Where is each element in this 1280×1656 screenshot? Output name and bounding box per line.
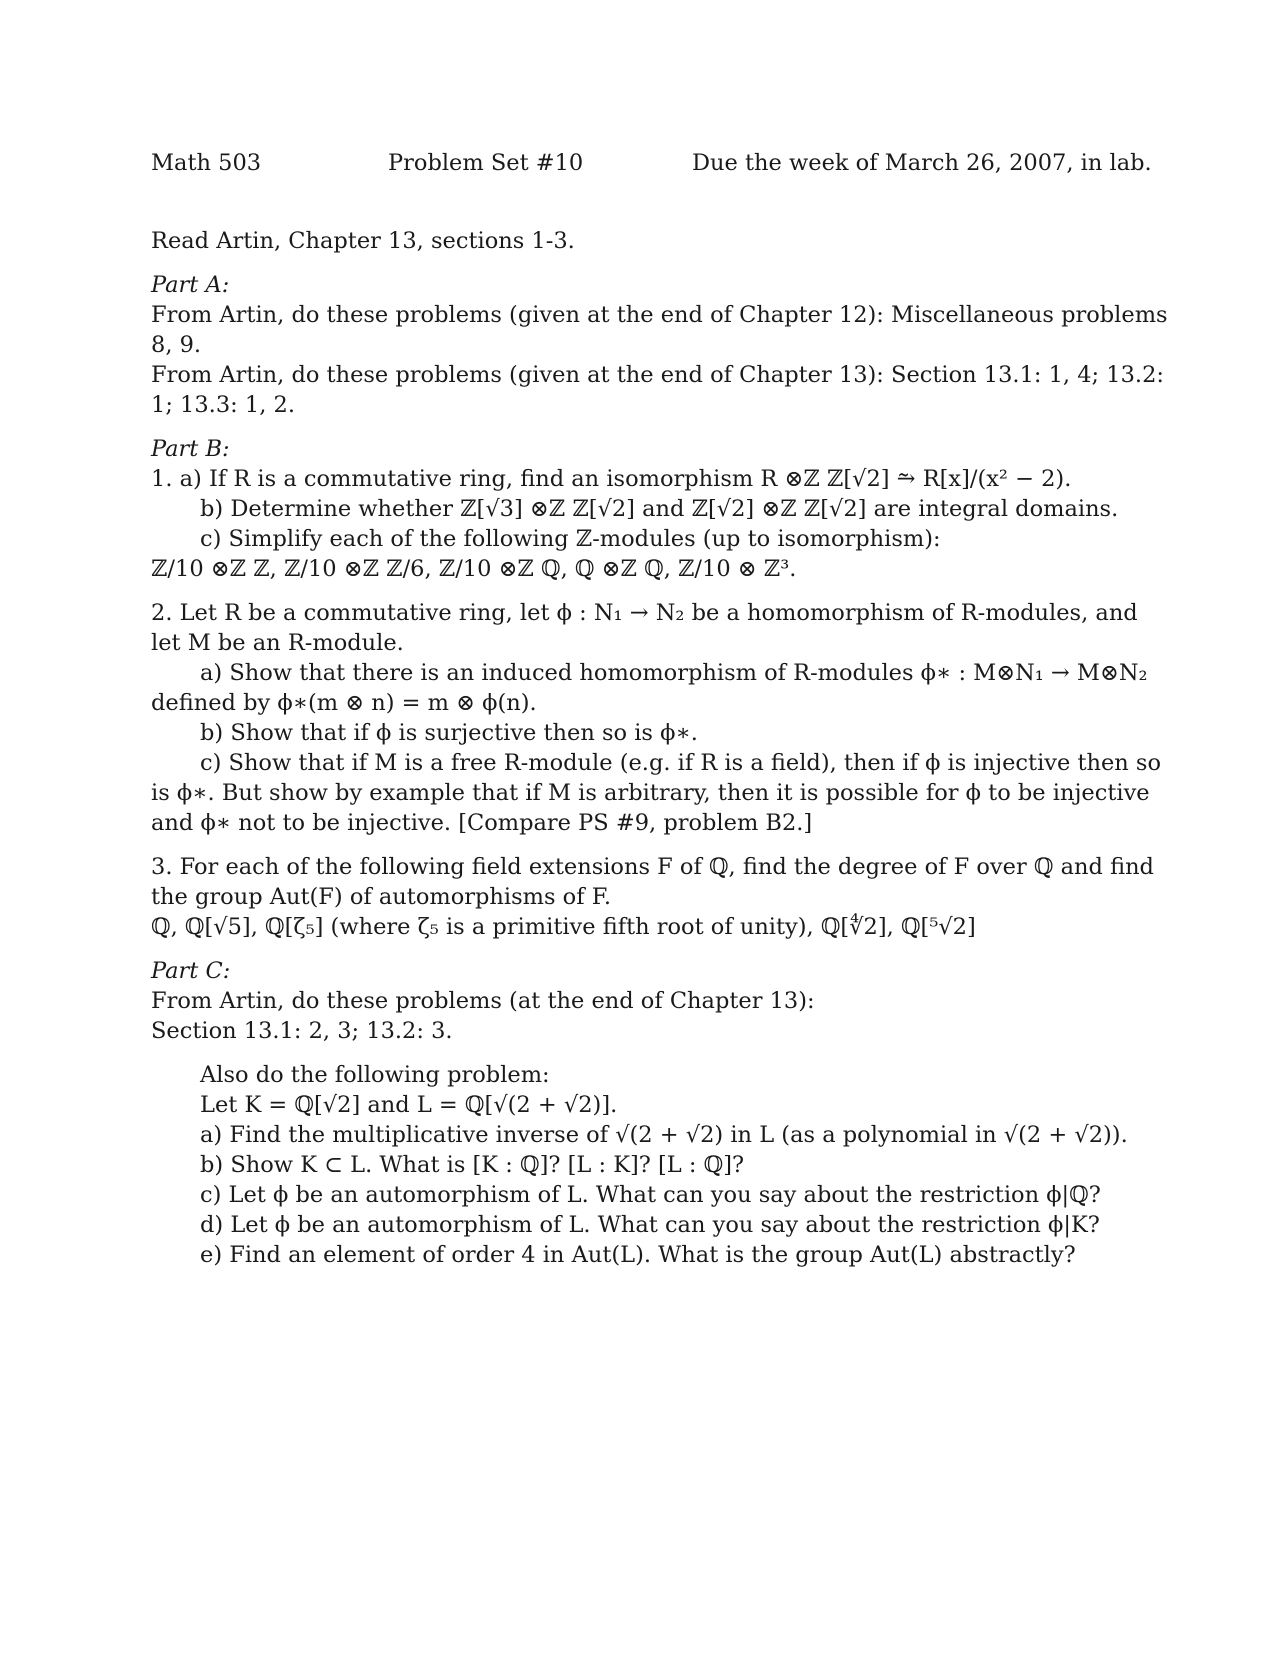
extra-problem-c: c) Let ϕ be an automorphism of L. What can you say about the restriction ϕ|ℚ? bbox=[200, 1182, 1101, 1208]
part-a-line-3: From Artin, do these problems (given at the end of Chapter 13): Section 13.1: 1, 4; 13.2: bbox=[151, 362, 1164, 388]
extra-problem-definition: Let K = ℚ[√2] and L = ℚ[√(2 + √2)]. bbox=[200, 1092, 618, 1118]
problem-set-title: Problem Set #10 bbox=[388, 150, 584, 176]
reading-assignment: Read Artin, Chapter 13, sections 1-3. bbox=[151, 228, 575, 254]
course-name: Math 503 bbox=[151, 150, 262, 176]
problem-b2-line-4: defined by ϕ∗(m ⊗ n) = m ⊗ ϕ(n). bbox=[151, 690, 537, 716]
problem-b2-line-6: c) Show that if M is a free R-module (e.g. if R is a field), then if ϕ is injective then so bbox=[200, 750, 1162, 776]
problem-b2-line-7: is ϕ∗. But show by example that if M is arbitrary, then it is possible for ϕ to be injective bbox=[151, 780, 1150, 806]
problem-b1-a: 1. a) If R is a commutative ring, find an isomorphism R ⊗ℤ ℤ[√2] ⥲ R[x]/(x² − 2). bbox=[151, 466, 1072, 492]
problem-b2-line-1: 2. Let R be a commutative ring, let ϕ : N₁ → N₂ be a homomorphism of R-modules, and bbox=[151, 600, 1138, 626]
extra-problem-intro: Also do the following problem: bbox=[200, 1062, 550, 1088]
problem-b2-line-5: b) Show that if ϕ is surjective then so is ϕ∗. bbox=[200, 720, 698, 746]
problem-b2-line-2: let M be an R-module. bbox=[151, 630, 404, 656]
problem-b2-line-8: and ϕ∗ not to be injective. [Compare PS #9, problem B2.] bbox=[151, 810, 813, 836]
part-c-line-2: Section 13.1: 2, 3; 13.2: 3. bbox=[151, 1018, 453, 1044]
problem-b3-line-1: 3. For each of the following field extensions F of ℚ, find the degree of F over ℚ and find bbox=[151, 854, 1154, 880]
problem-b2-line-3: a) Show that there is an induced homomorphism of R-modules ϕ∗ : M⊗N₁ → M⊗N₂ bbox=[200, 660, 1148, 686]
part-a-heading: Part A: bbox=[151, 272, 230, 298]
part-b-heading: Part B: bbox=[151, 436, 230, 462]
problem-b3-line-2: the group Aut(F) of automorphisms of F. bbox=[151, 884, 611, 910]
extra-problem-a: a) Find the multiplicative inverse of √(2 + √2) in L (as a polynomial in √(2 + √2)). bbox=[200, 1122, 1128, 1148]
extra-problem-b: b) Show K ⊂ L. What is [K : ℚ]? [L : K]? [L : ℚ]? bbox=[200, 1152, 745, 1178]
problem-b1-c: c) Simplify each of the following ℤ-modules (up to isomorphism): bbox=[200, 526, 941, 552]
part-a-line-2: 8, 9. bbox=[151, 332, 202, 358]
extra-problem-d: d) Let ϕ be an automorphism of L. What can you say about the restriction ϕ|K? bbox=[200, 1212, 1100, 1238]
part-c-heading: Part C: bbox=[151, 958, 231, 984]
part-a-line-4: 1; 13.3: 1, 2. bbox=[151, 392, 295, 418]
extra-problem-e: e) Find an element of order 4 in Aut(L). What is the group Aut(L) abstractly? bbox=[200, 1242, 1076, 1268]
part-c-line-1: From Artin, do these problems (at the end of Chapter 13): bbox=[151, 988, 815, 1014]
problem-b1-b: b) Determine whether ℤ[√3] ⊗ℤ ℤ[√2] and ℤ[√2] ⊗ℤ ℤ[√2] are integral domains. bbox=[200, 496, 1119, 522]
due-date: Due the week of March 26, 2007, in lab. bbox=[692, 150, 1152, 176]
problem-b3-line-3: ℚ, ℚ[√5], ℚ[ζ₅] (where ζ₅ is a primitive fifth root of unity), ℚ[∜2], ℚ[⁵√2] bbox=[151, 914, 976, 940]
part-a-line-1: From Artin, do these problems (given at the end of Chapter 12): Miscellaneous problems bbox=[151, 302, 1168, 328]
problem-b1-c-list: ℤ/10 ⊗ℤ ℤ, ℤ/10 ⊗ℤ ℤ/6, ℤ/10 ⊗ℤ ℚ, ℚ ⊗ℤ ℚ, ℤ/10 ⊗ ℤ³. bbox=[151, 556, 797, 582]
